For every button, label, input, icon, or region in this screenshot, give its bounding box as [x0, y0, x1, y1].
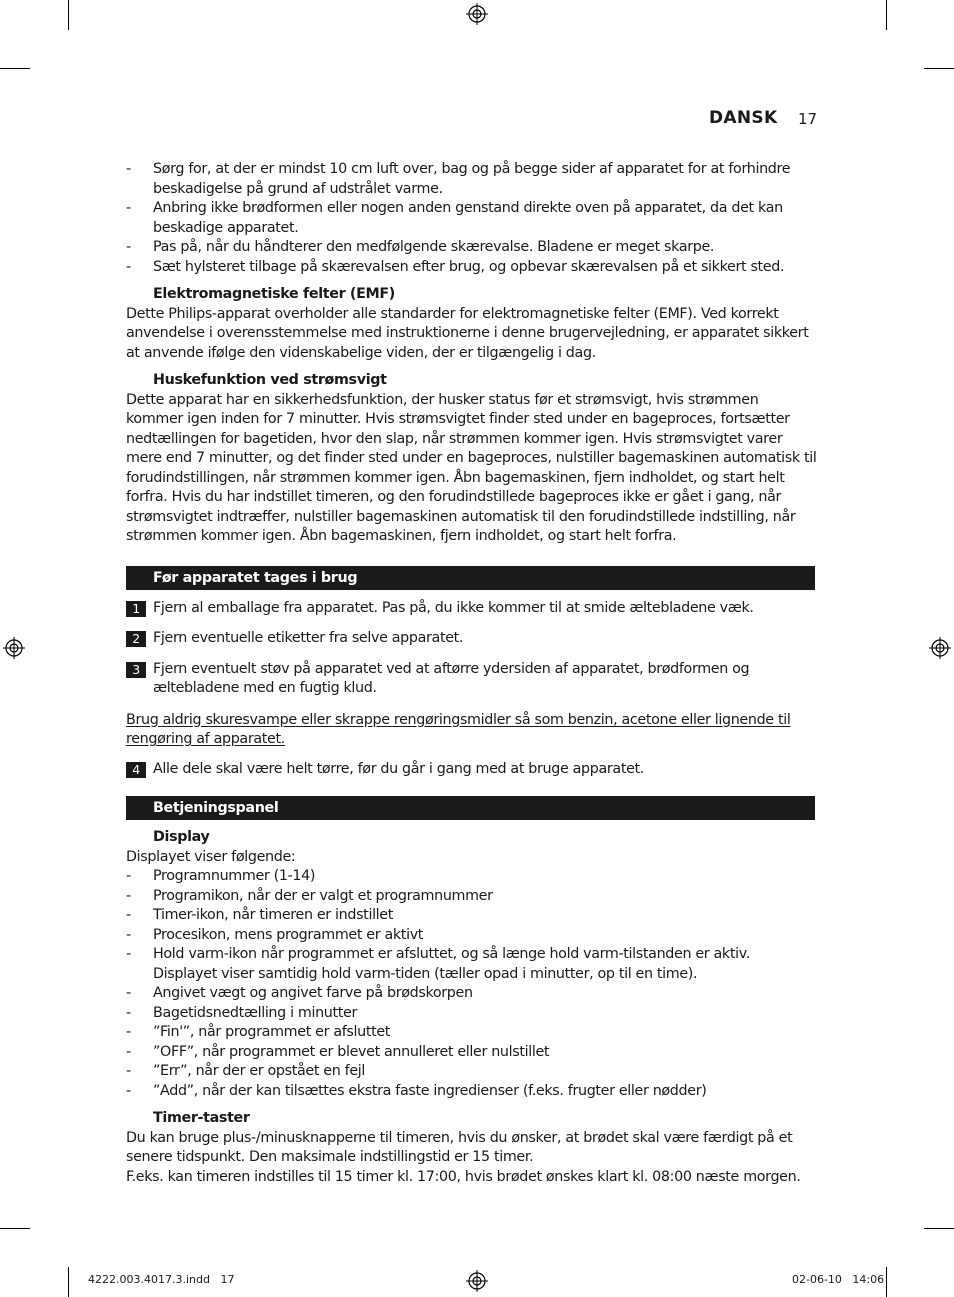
list-item: - Procesikon, mens programmet er aktivt: [126, 926, 424, 943]
crop-mark: [886, 1267, 887, 1297]
list-item: - Sørg for, at der er mindst 10 cm luft over, bag og på begge sider af apparatet for at forhindre beskadigelse på grund af udstrålet varme.: [126, 161, 791, 197]
display-intro: Displayet viser følgende:: [126, 848, 296, 865]
emf-heading: Elektromagnetiske felter (EMF): [153, 286, 395, 302]
list-item: - ”Fin'”, når programmet er afsluttet: [126, 1024, 391, 1040]
registration-mark-icon: [466, 1270, 488, 1292]
caution-text: Brug aldrig skuresvampe eller skrappe rengøringsmidler så som benzin, acetone eller lignende til rengøring af apparatet.: [126, 711, 791, 747]
list-item: - Angivet vægt og angivet farve på brødskorpen: [126, 985, 473, 1001]
crop-mark: [886, 0, 887, 30]
timer-text: Du kan bruge plus-/minusknapperne til timeren, hvis du ønsker, at brødet skal være færdigt på et senere tidspunkt. Den maksimale indstillingstid er 15 timer.: [126, 1129, 793, 1165]
list-item: - Bagetidsnedtælling i minutter: [126, 1004, 357, 1021]
step-2: 2 Fjern eventuelle etiketter fra selve apparatet.: [126, 629, 818, 649]
registration-mark-icon: [466, 3, 488, 25]
crop-mark: [68, 1267, 69, 1297]
registration-mark-icon: [3, 637, 25, 659]
step-number: 1: [126, 601, 146, 617]
list-item: - ”Add”, når der kan tilsættes ekstra faste ingredienser (f.eks. frugter eller nødder): [126, 1082, 707, 1099]
footer-file-name: 4222.003.4017.3.indd 17: [88, 1273, 235, 1286]
step-1: 1 Fjern al emballage fra apparatet. Pas på, du ikke kommer til at smide æltebladene væk.: [126, 599, 818, 619]
timer-example: F.eks. kan timeren indstilles til 15 timer kl. 17:00, hvis brødet ønskes klart kl. 08:00 næste morgen.: [126, 1168, 801, 1185]
memory-heading: Huskefunktion ved strømsvigt: [153, 372, 387, 388]
list-item: - Anbring ikke brødformen eller nogen anden genstand direkte oven på apparatet, da det kan beskadige apparatet.: [126, 200, 783, 236]
page-content: [126, 160, 818, 1187]
crop-mark: [0, 68, 30, 69]
step-3: 3 Fjern eventuelt støv på apparatet ved at aftørre ydersiden af apparatet, brødformen og æltebladene med en fugtig klud.: [126, 660, 818, 699]
list-item: - Pas på, når du håndterer den medfølgende skærevalse. Bladene er meget skarpe.: [126, 239, 715, 255]
display-heading: Display: [153, 829, 210, 845]
list-item: - ”Err”, når der er opstået en fejl: [126, 1063, 366, 1079]
step-number: 4: [126, 762, 146, 778]
footer-date: 02-06-10 14:06: [792, 1273, 885, 1286]
list-item: - ”OFF”, når programmet er blevet annulleret eller nulstillet: [126, 1043, 550, 1060]
list-item: - Programikon, når der er valgt et programnummer: [126, 887, 493, 904]
list-item: - Sæt hylsteret tilbage på skærevalsen efter brug, og opbevar skærevalsen på et sikkert sted.: [126, 258, 785, 275]
display-item-list: [126, 867, 818, 1101]
registration-mark-icon: [929, 637, 951, 659]
language-label: DANSK: [709, 108, 778, 128]
section-bar-before-use: Før apparatet tages i brug: [126, 566, 815, 590]
crop-mark: [68, 0, 69, 30]
emf-text: Dette Philips-apparat overholder alle standarder for elektromagnetiske felter (EMF). Ved korrekt anvendelse i overensstemmelse med instruktionerne i denne brugervejledning, er apparatet sikkert at anvende ifølge den videnskabelige viden, der er tilgængelig i dag.: [126, 305, 809, 361]
list-item: - Hold varm-ikon når programmet er afsluttet, og så længe hold varm-tilstanden er aktiv. Displayet viser samtidig hold varm-tiden (tæller opad i minutter, op til en time).: [126, 946, 750, 982]
step-number: 3: [126, 662, 146, 678]
crop-mark: [924, 1228, 954, 1229]
list-item: - Timer-ikon, når timeren er indstillet: [126, 907, 394, 923]
crop-mark: [924, 68, 954, 69]
list-item: - Programnummer (1-14): [126, 868, 316, 884]
safety-bullet-list: [126, 160, 818, 277]
page-number: 17: [798, 110, 818, 128]
section-bar-control-panel: Betjeningspanel: [126, 796, 815, 820]
step-number: 2: [126, 631, 146, 647]
memory-text: Dette apparat har en sikkerhedsfunktion, der husker status før et strømsvigt, hvis strømmen kommer igen inden for 7 minutter. Hvis strømsvigtet finder sted under en bageproces, fortsætter nedtællingen for bagetiden, hvor den slap, når strømmen kommer igen. Hvis strømsvigtet varer mere end 7 minutter, og det finder sted under en bageproces, nulstiller bagemaskinen automatisk til forudindstillingen, når strømmen kommer igen. Åbn bagemaskinen, fjern indholdet, og start helt forfra. Hvis du har indstillet timeren, og den forudindstillede bageproces ikke er gået i gang, når strømsvigtet indtræffer, nulstiller bagemaskinen automatisk til den forudindstillede indstilling, når strømmen kommer igen. Åbn bagemaskinen, fjern indholdet, og start helt forfra.: [126, 391, 817, 544]
step-4: 4 Alle dele skal være helt tørre, før du går i gang med at bruge apparatet.: [126, 760, 818, 780]
timer-heading: Timer-taster: [153, 1110, 250, 1126]
crop-mark: [0, 1228, 30, 1229]
